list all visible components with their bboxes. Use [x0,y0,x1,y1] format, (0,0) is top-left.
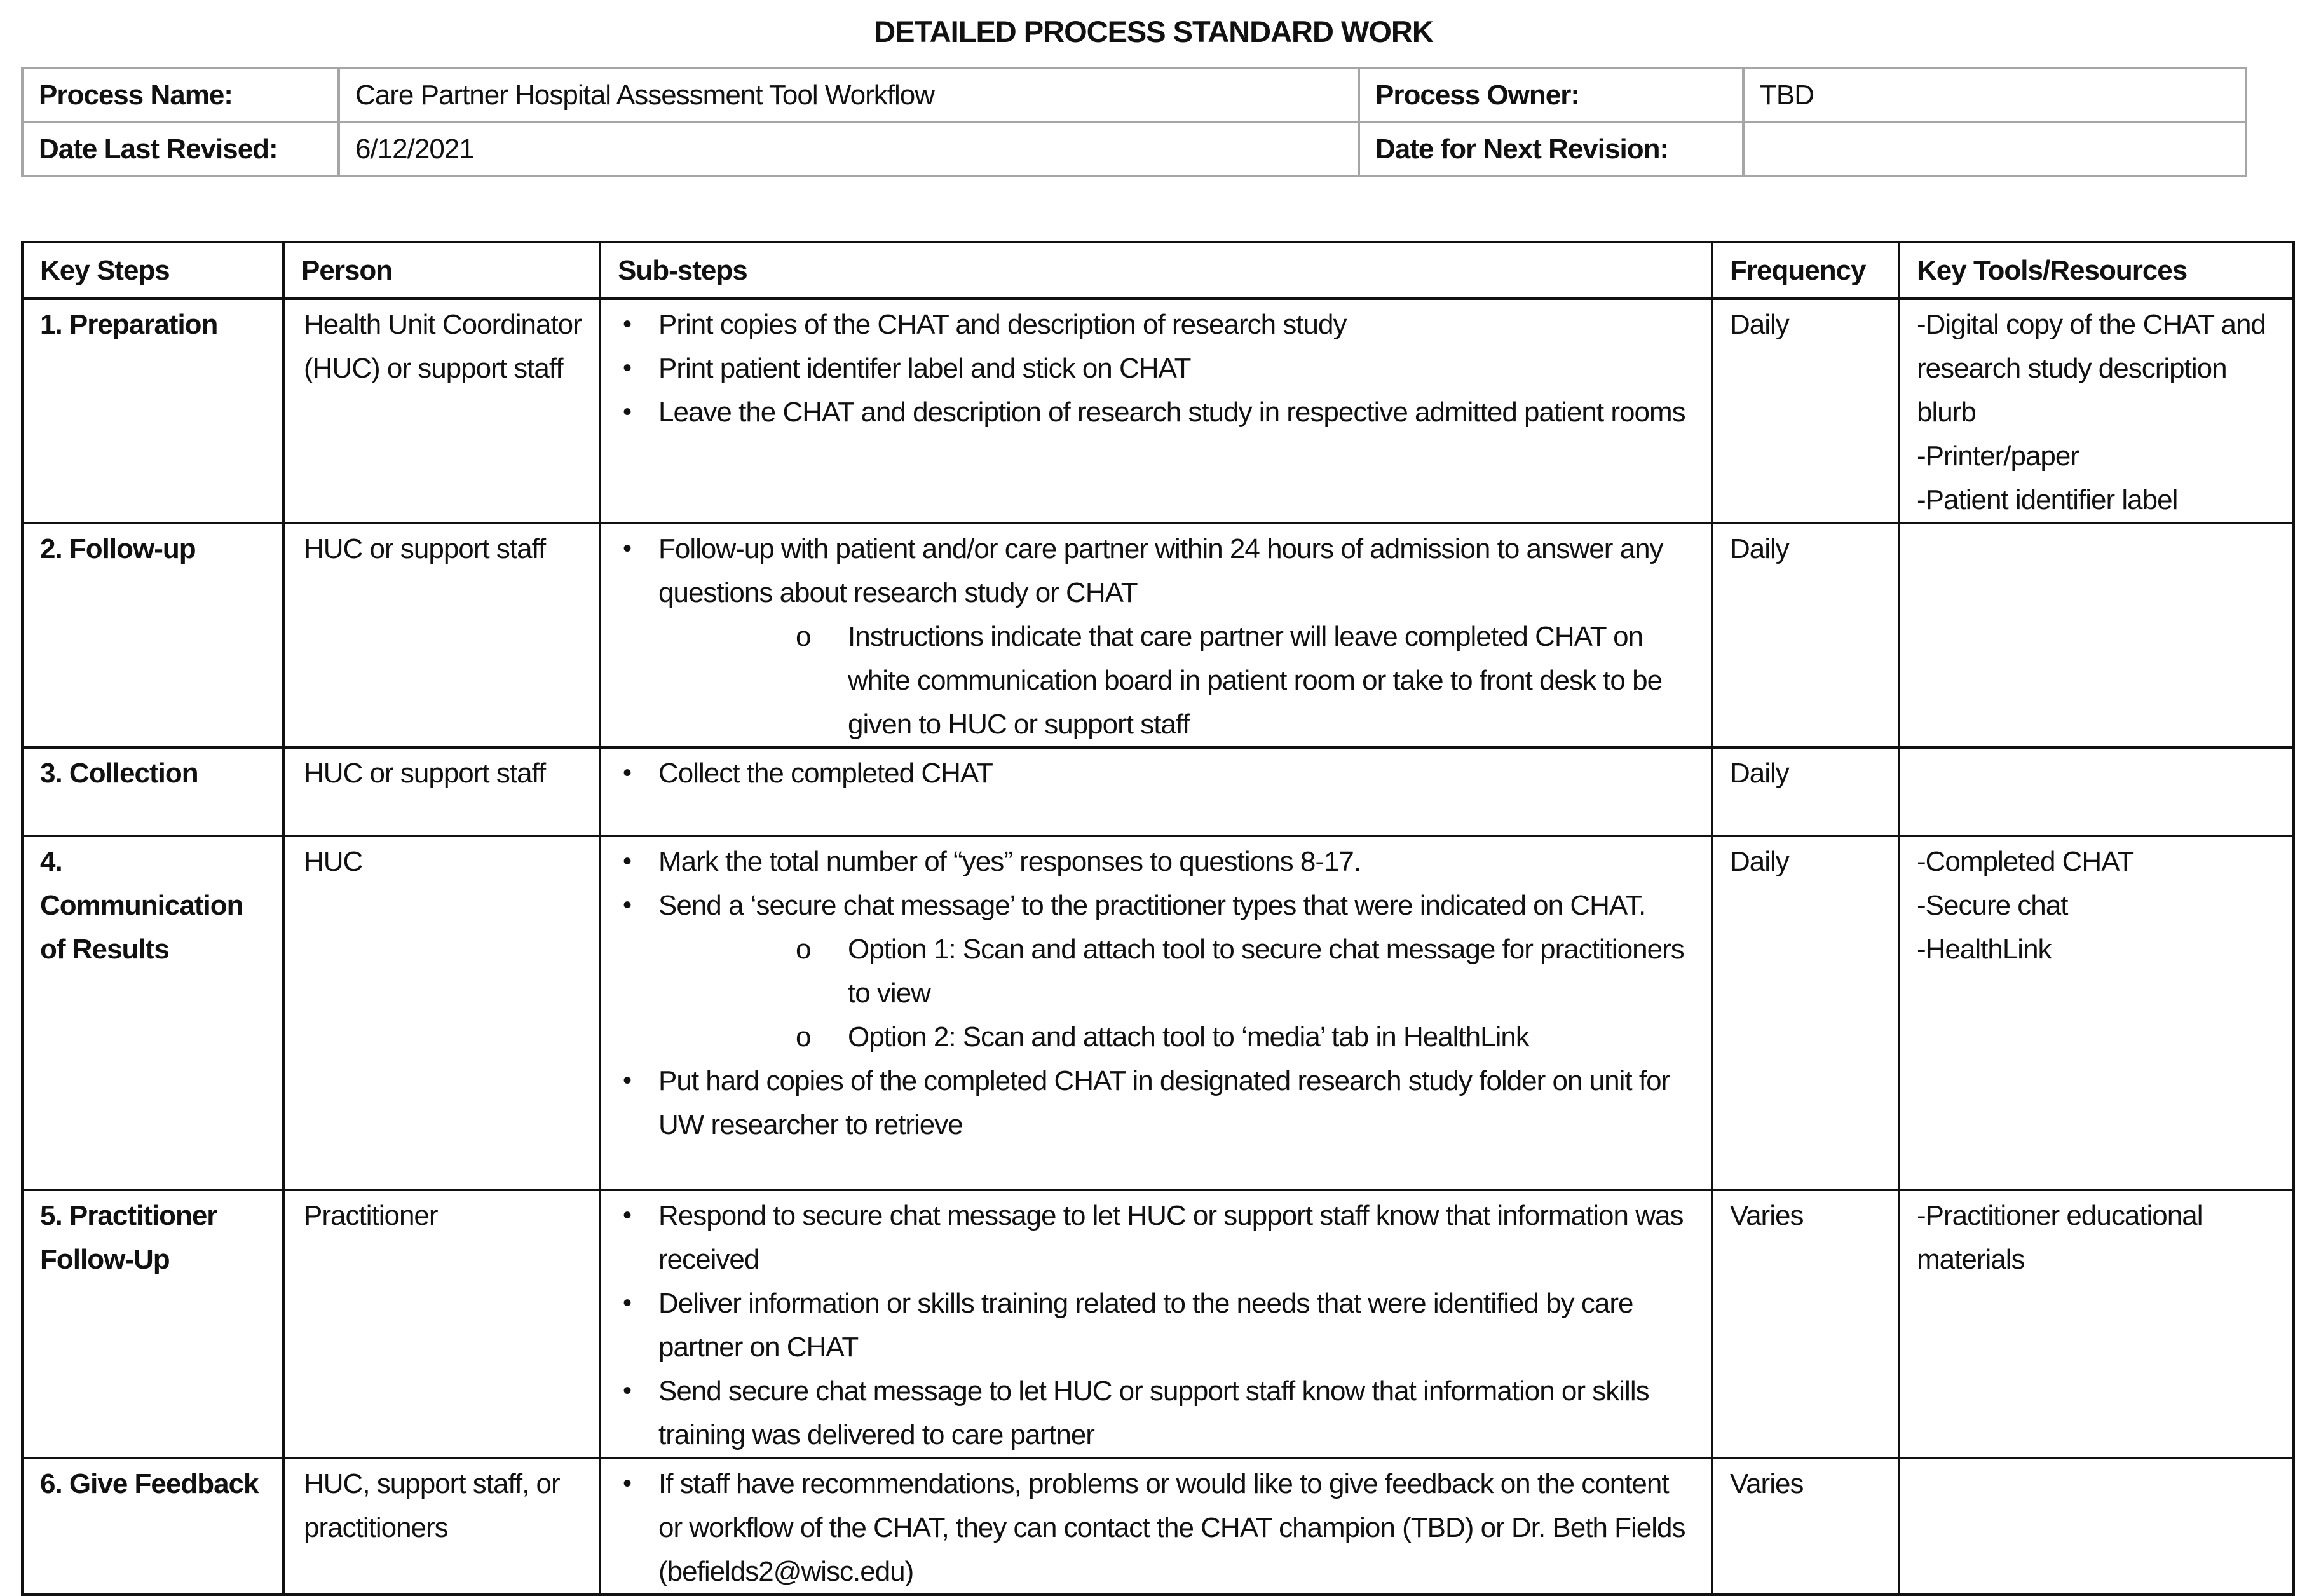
sub-steps-list [618,1194,1697,1457]
sub-steps-cell [600,1190,1712,1458]
frequency-cell: Daily [1712,523,1899,747]
frequency-cell: Varies [1712,1458,1899,1595]
sub-steps-cell [600,1458,1712,1595]
key-tool-item: -Digital copy of the CHAT and research study description blurb [1917,309,2266,428]
process-info-table [21,67,2247,177]
sub-step-text: Put hard copies of the completed CHAT in designated research study folder on unit for UW researcher to retrieve [658,1065,1670,1140]
header-sub-steps: Sub-steps [600,242,1712,299]
sub-step-text: Collect the completed CHAT [658,758,993,789]
sub-step-text: Deliver information or skills training related to the needs that were identified by care partner on CHAT [658,1288,1633,1363]
frequency-cell: Varies [1712,1190,1899,1458]
sub-step-nested-item [618,1015,1697,1059]
key-step-cell: 5. Practitioner Follow-Up [22,1190,283,1458]
sub-step-item [618,883,1697,927]
frequency-cell: Daily [1712,299,1899,523]
header-frequency: Frequency [1712,242,1899,299]
key-tools-cell [1899,747,2294,836]
sub-step-item [618,390,1697,434]
key-tools-cell [1899,299,2294,523]
bullet-icon: • [623,847,632,875]
table-row [22,747,2294,836]
table-row [22,1190,2294,1458]
sub-steps-cell [600,299,1712,523]
key-step-cell: 2. Follow-up [22,523,283,747]
sub-step-item [618,1281,1697,1369]
person-cell: HUC, support staff, or practitioners [283,1458,600,1595]
table-row [22,523,2294,747]
date-last-revised-label: Date Last Revised: [22,122,339,176]
hollow-bullet-icon: o [796,1021,811,1053]
key-tool-item: -Secure chat [1917,890,2068,921]
sub-step-text: Send a ‘secure chat message’ to the practitioner types that were indicated on CHAT. [658,890,1646,921]
sub-step-item [618,527,1697,615]
date-next-revision-value [1743,122,2246,176]
sub-steps-cell [600,523,1712,747]
bullet-icon: • [623,1289,632,1317]
bullet-icon: • [623,1377,632,1405]
sub-steps-list [618,1462,1697,1593]
bullet-icon: • [623,1470,632,1497]
header-key-tools: Key Tools/Resources [1899,242,2294,299]
sub-step-text: Print patient identifer label and stick on CHAT [658,353,1191,384]
standard-work-table [21,241,2295,1596]
sub-step-item [618,1194,1697,1281]
table-row [22,836,2294,1190]
sub-step-text: Send secure chat message to let HUC or support staff know that information or skills training was delivered to care partner [658,1375,1649,1450]
sub-step-item [618,1462,1697,1593]
key-tool-item: -HealthLink [1917,934,2052,965]
key-tools-cell [1899,836,2294,1190]
sub-step-text: Option 1: Scan and attach tool to secure chat message for practitioners to view [848,934,1684,1009]
person-cell: HUC or support staff [283,747,600,836]
sub-step-item [618,1369,1697,1457]
key-step-cell: 3. Collection [22,747,283,836]
key-tools-cell [1899,523,2294,747]
person-cell: Health Unit Coordinator (HUC) or support staff [283,299,600,523]
document-title: DETAILED PROCESS STANDARD WORK [874,15,1433,48]
key-tools-cell [1899,1458,2294,1595]
person-cell: Practitioner [283,1190,600,1458]
process-info-row [22,68,2246,122]
sub-steps-cell [600,836,1712,1190]
key-step-cell: 6. Give Feedback [22,1458,283,1595]
key-step-cell: 1. Preparation [22,299,283,523]
sub-step-item [618,303,1697,346]
table-row [22,1458,2294,1595]
key-tool-item: -Completed CHAT [1917,846,2134,877]
sub-steps-list [618,303,1697,434]
header-person: Person [283,242,600,299]
frequency-cell: Daily [1712,747,1899,836]
sub-step-text: Mark the total number of “yes” responses to questions 8-17. [658,846,1361,877]
sub-step-item [618,751,1697,795]
sub-step-text: If staff have recommendations, problems or would like to give feedback on the content or workflow of the CHAT, they can contact the CHAT champion (TBD) or Dr. Beth Fields (befields2@wisc.edu) [658,1468,1685,1587]
bullet-icon: • [623,1201,632,1229]
sub-steps-list [618,751,1697,795]
process-owner-value: TBD [1743,68,2246,122]
sub-step-text: Print copies of the CHAT and description of research study [658,309,1347,340]
key-tool-item: -Printer/paper [1917,440,2079,472]
table-header-row [22,242,2294,299]
person-cell: HUC [283,836,600,1190]
frequency-cell: Daily [1712,836,1899,1190]
date-next-revision-label: Date for Next Revision: [1359,122,1743,176]
bullet-icon: • [623,310,632,338]
process-name-label: Process Name: [22,68,339,122]
process-info-row [22,122,2246,176]
key-tool-item: -Practitioner educational materials [1917,1200,2203,1275]
header-key-steps: Key Steps [22,242,283,299]
sub-steps-list [618,840,1697,1147]
sub-step-text: Option 2: Scan and attach tool to ‘media’ tab in HealthLink [848,1021,1529,1053]
hollow-bullet-icon: o [796,934,811,965]
sub-steps-list [618,527,1697,746]
sub-step-item [618,840,1697,883]
date-last-revised-value: 6/12/2021 [339,122,1359,176]
bullet-icon: • [623,354,632,382]
sub-step-item [618,1059,1697,1147]
sub-step-text: Follow-up with patient and/or care partner within 24 hours of admission to answer any questions about research study or CHAT [658,533,1663,608]
bullet-icon: • [623,891,632,919]
process-name-value: Care Partner Hospital Assessment Tool Workflow [339,68,1359,122]
sub-step-item [618,346,1697,390]
hollow-bullet-icon: o [796,621,811,652]
sub-step-nested-item [618,615,1697,746]
sub-step-text: Instructions indicate that care partner will leave completed CHAT on white communication board in patient room or take to front desk to be given to HUC or support staff [848,621,1663,740]
bullet-icon: • [623,759,632,787]
person-cell: HUC or support staff [283,523,600,747]
sub-step-nested-item [618,927,1697,1015]
bullet-icon: • [623,398,632,426]
sub-steps-cell [600,747,1712,836]
table-row [22,299,2294,523]
key-tool-item: -Patient identifier label [1917,484,2178,515]
sub-step-text: Leave the CHAT and description of research study in respective admitted patient rooms [658,397,1685,428]
key-tools-cell [1899,1190,2294,1458]
sub-step-text: Respond to secure chat message to let HUC or support staff know that information was received [658,1200,1684,1275]
key-step-cell: 4. Communication of Results [22,836,283,1190]
bullet-icon: • [623,1067,632,1095]
process-owner-label: Process Owner: [1359,68,1743,122]
bullet-icon: • [623,535,632,563]
